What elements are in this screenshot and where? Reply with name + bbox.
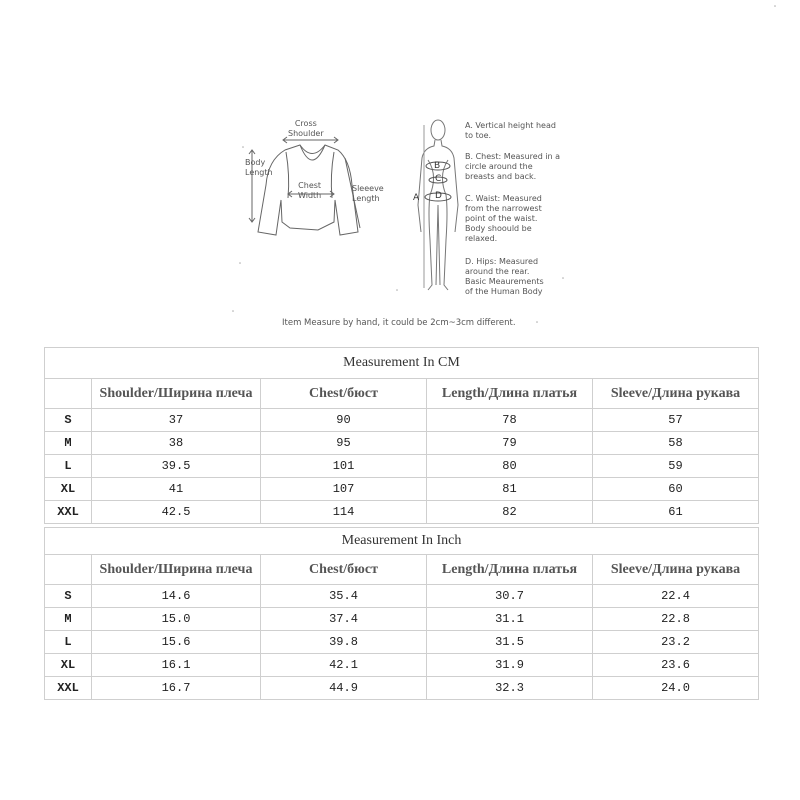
table-row [45, 608, 759, 631]
shoulder-cell: 38 [92, 432, 261, 455]
table-header-row [45, 379, 759, 409]
table-row [45, 432, 759, 455]
size-cell: L [45, 455, 92, 478]
size-cell: XL [45, 654, 92, 677]
shoulder-cell: 37 [92, 409, 261, 432]
sleeve-cell: 57 [593, 409, 759, 432]
header-length: Length/Длина платья [427, 379, 593, 409]
note-waist: C. Waist: Measured from the narrowest point of the waist. Body shoould be relaxed. [465, 194, 542, 243]
sleeve-cell: 24.0 [593, 677, 759, 700]
shoulder-cell: 39.5 [92, 455, 261, 478]
length-cell: 78 [427, 409, 593, 432]
header-sleeve: Sleeve/Длина рукава [593, 555, 759, 585]
header-chest: Chest/бюст [261, 555, 427, 585]
size-cell: XXL [45, 501, 92, 524]
header-size [45, 555, 92, 585]
shoulder-cell: 16.1 [92, 654, 261, 677]
length-cell: 31.5 [427, 631, 593, 654]
size-cell: S [45, 409, 92, 432]
table-title: Measurement In Inch [45, 528, 759, 555]
sleeve-length-label: Sleeeve Length [352, 184, 384, 203]
size-table-cm [44, 347, 759, 524]
shoulder-cell: 14.6 [92, 585, 261, 608]
size-table-inch [44, 527, 759, 700]
note-chest: B. Chest: Measured in a circle around the breasts and back. [465, 152, 561, 181]
sleeve-cell: 23.6 [593, 654, 759, 677]
sleeve-cell: 58 [593, 432, 759, 455]
shoulder-cell: 41 [92, 478, 261, 501]
chest-width-label: Chest Width [298, 181, 322, 200]
measurement-diagram [0, 0, 800, 340]
table-row [45, 501, 759, 524]
shoulder-cell: 15.6 [92, 631, 261, 654]
sleeve-cell: 61 [593, 501, 759, 524]
chest-cell: 39.8 [261, 631, 427, 654]
garment-illustration [0, 0, 800, 340]
chest-cell: 90 [261, 409, 427, 432]
body-letter-a: A [413, 193, 420, 203]
table-row [45, 455, 759, 478]
length-cell: 79 [427, 432, 593, 455]
shoulder-cell: 42.5 [92, 501, 261, 524]
body-letter-b: B [434, 161, 441, 171]
note-height: A. Vertical height head to toe. [465, 121, 556, 140]
chest-cell: 44.9 [261, 677, 427, 700]
note-hips: D. Hips: Measured around the rear. Basic Meaurements of the Human Body [465, 257, 544, 296]
length-cell: 82 [427, 501, 593, 524]
shoulder-cell: 16.7 [92, 677, 261, 700]
size-cell: XXL [45, 677, 92, 700]
sleeve-cell: 59 [593, 455, 759, 478]
sleeve-cell: 60 [593, 478, 759, 501]
length-cell: 31.1 [427, 608, 593, 631]
table-row [45, 654, 759, 677]
table-row [45, 585, 759, 608]
cross-shoulder-label: Cross Shoulder [288, 119, 324, 138]
chest-cell: 107 [261, 478, 427, 501]
header-sleeve: Sleeve/Длина рукава [593, 379, 759, 409]
size-cell: M [45, 608, 92, 631]
size-cell: M [45, 432, 92, 455]
shoulder-cell: 15.0 [92, 608, 261, 631]
table-header-row [45, 555, 759, 585]
table-title: Measurement In CM [45, 348, 759, 379]
chest-cell: 42.1 [261, 654, 427, 677]
header-length: Length/Длина платья [427, 555, 593, 585]
chest-cell: 35.4 [261, 585, 427, 608]
sleeve-cell: 23.2 [593, 631, 759, 654]
chest-cell: 37.4 [261, 608, 427, 631]
table-title-row [45, 528, 759, 555]
body-letter-d: D [435, 191, 442, 201]
length-cell: 30.7 [427, 585, 593, 608]
size-cell: S [45, 585, 92, 608]
chest-cell: 95 [261, 432, 427, 455]
header-size [45, 379, 92, 409]
size-cell: XL [45, 478, 92, 501]
chest-cell: 101 [261, 455, 427, 478]
chest-cell: 114 [261, 501, 427, 524]
length-cell: 31.9 [427, 654, 593, 677]
body-letter-c: C [435, 174, 442, 184]
length-cell: 81 [427, 478, 593, 501]
header-shoulder: Shoulder/Ширина плеча [92, 555, 261, 585]
table-row [45, 409, 759, 432]
table-title-row [45, 348, 759, 379]
measure-disclaimer: Item Measure by hand, it could be 2cm~3cm different. [282, 318, 516, 328]
length-cell: 80 [427, 455, 593, 478]
size-cell: L [45, 631, 92, 654]
sleeve-cell: 22.4 [593, 585, 759, 608]
table-row [45, 677, 759, 700]
body-figure [418, 120, 458, 290]
table-row [45, 478, 759, 501]
sleeve-cell: 22.8 [593, 608, 759, 631]
body-length-label: Body Length [245, 158, 273, 177]
header-shoulder: Shoulder/Ширина плеча [92, 379, 261, 409]
table-row [45, 631, 759, 654]
length-cell: 32.3 [427, 677, 593, 700]
header-chest: Chest/бюст [261, 379, 427, 409]
